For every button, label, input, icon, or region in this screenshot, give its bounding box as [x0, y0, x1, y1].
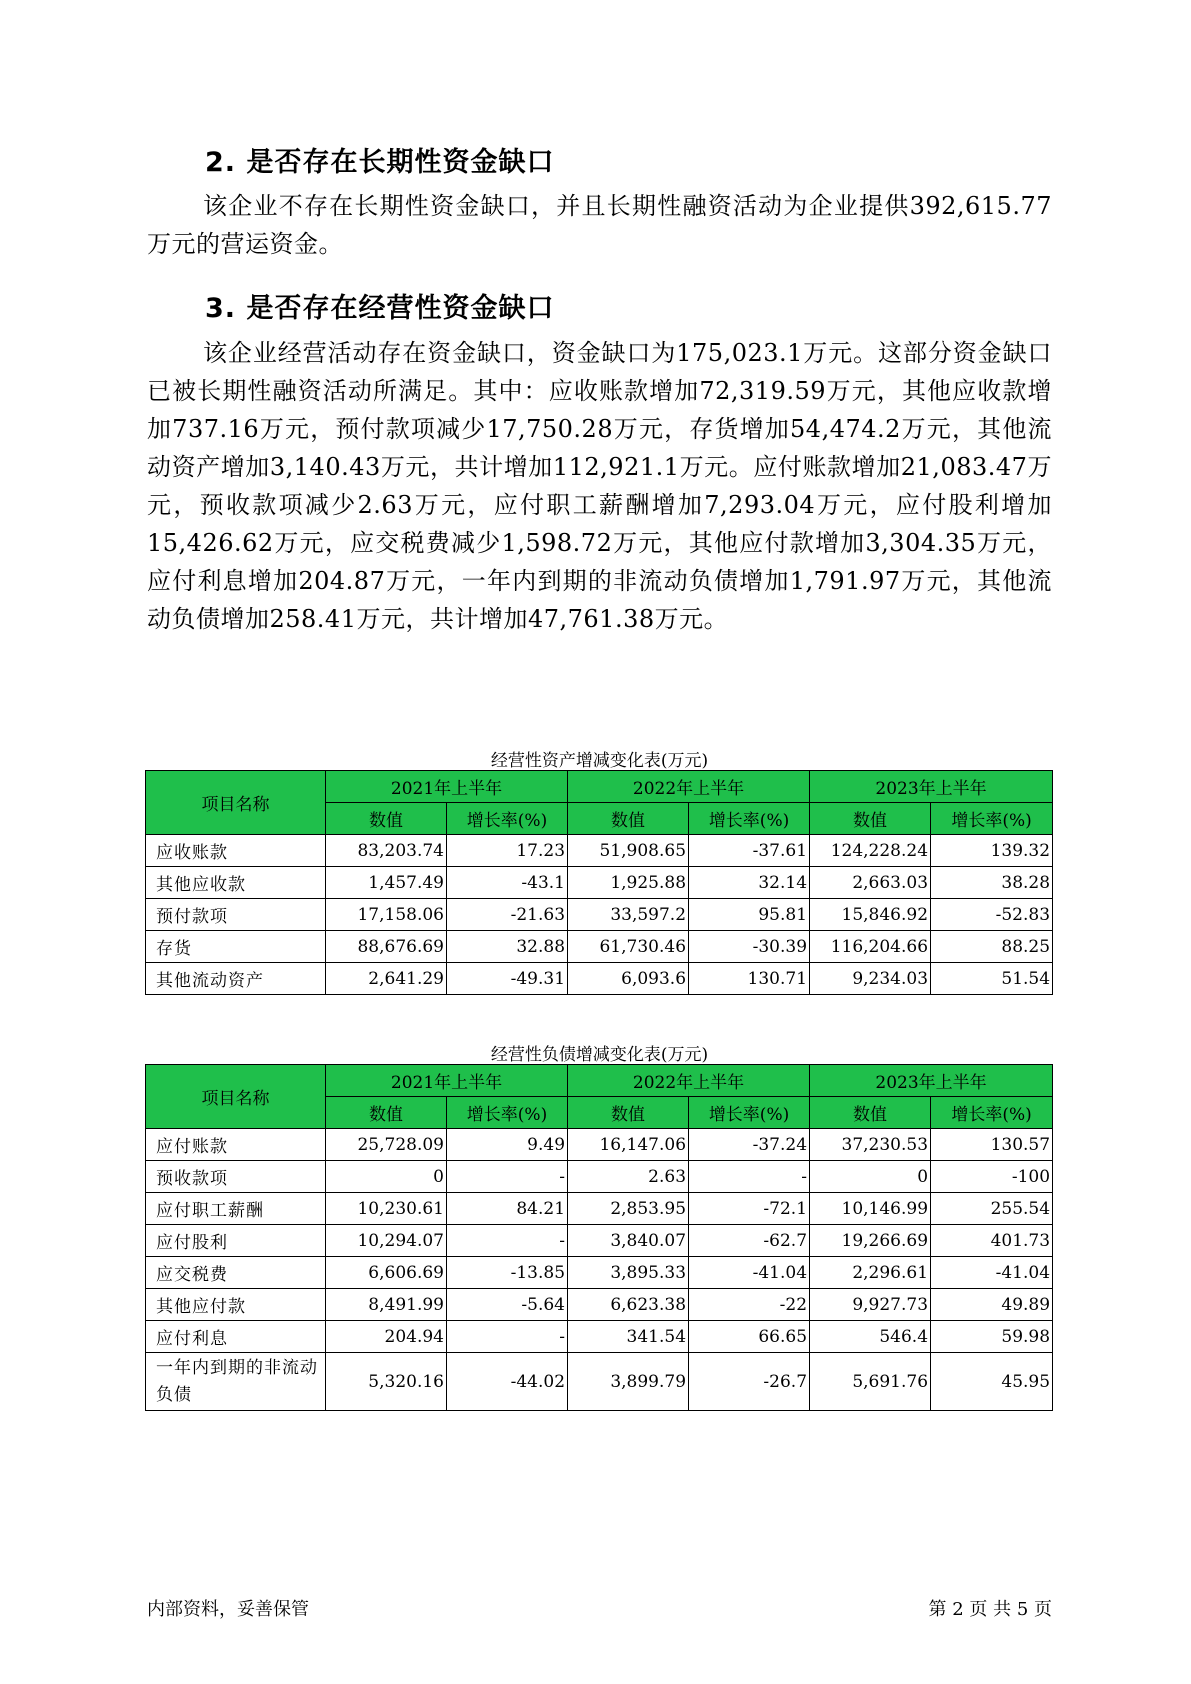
table-row: [146, 867, 1053, 899]
value-cell: -37.61: [689, 835, 810, 867]
value-cell: -5.64: [447, 1289, 568, 1321]
row-label-cell: 其他应收款: [146, 867, 326, 899]
value-cell: 2,296.61: [810, 1257, 931, 1289]
value-cell: 32.88: [447, 931, 568, 963]
value-cell: 3,895.33: [568, 1257, 689, 1289]
value-cell: 9,927.73: [810, 1289, 931, 1321]
value-cell: 49.89: [931, 1289, 1053, 1321]
value-cell: 51,908.65: [568, 835, 689, 867]
liability-table-body: [146, 1129, 1053, 1411]
asset-table-caption: 经营性资产增减变化表(万元): [490, 751, 709, 771]
value-cell: 19,266.69: [810, 1225, 931, 1257]
value-cell: -22: [689, 1289, 810, 1321]
value-cell: 204.94: [326, 1321, 447, 1353]
header-period: 2021年上半年: [326, 1065, 568, 1097]
row-label-cell: 应收账款: [146, 835, 326, 867]
value-cell: 341.54: [568, 1321, 689, 1353]
asset-table-body: [146, 835, 1053, 995]
header-item-name: 项目名称: [146, 1065, 326, 1129]
header-item-name: 项目名称: [146, 771, 326, 835]
row-label-cell: 应付股利: [146, 1225, 326, 1257]
value-cell: 32.14: [689, 867, 810, 899]
value-cell: 9.49: [447, 1129, 568, 1161]
row-label-cell: 存货: [146, 931, 326, 963]
value-cell: -: [447, 1321, 568, 1353]
header-growth-rate: 增长率(%): [689, 803, 810, 835]
value-cell: 2.63: [568, 1161, 689, 1193]
table-row: [146, 1161, 1053, 1193]
header-period: 2022年上半年: [568, 1065, 810, 1097]
value-cell: 401.73: [931, 1225, 1053, 1257]
value-cell: 17.23: [447, 835, 568, 867]
value-cell: 130.71: [689, 963, 810, 995]
value-cell: 51.54: [931, 963, 1053, 995]
value-cell: -13.85: [447, 1257, 568, 1289]
value-cell: -43.1: [447, 867, 568, 899]
header-value: 数值: [568, 803, 689, 835]
value-cell: 3,840.07: [568, 1225, 689, 1257]
value-cell: -: [447, 1225, 568, 1257]
row-label-cell: 应付利息: [146, 1321, 326, 1353]
row-label-cell: 应交税费: [146, 1257, 326, 1289]
header-value: 数值: [810, 803, 931, 835]
value-cell: 17,158.06: [326, 899, 447, 931]
value-cell: -44.02: [447, 1353, 568, 1411]
value-cell: 255.54: [931, 1193, 1053, 1225]
value-cell: 88,676.69: [326, 931, 447, 963]
value-cell: 130.57: [931, 1129, 1053, 1161]
value-cell: 2,853.95: [568, 1193, 689, 1225]
liability-change-table: [145, 1064, 1053, 1411]
table-row: [146, 963, 1053, 995]
value-cell: 1,457.49: [326, 867, 447, 899]
row-label-cell: 预付款项: [146, 899, 326, 931]
header-growth-rate: 增长率(%): [931, 803, 1053, 835]
value-cell: 10,294.07: [326, 1225, 447, 1257]
row-label-cell: 应付账款: [146, 1129, 326, 1161]
section-paragraph-operating-gap: 该企业经营活动存在资金缺口，资金缺口为175,023.1万元。这部分资金缺口已被长期性融资活动所满足。其中：应收账款增加72,319.59万元，其他应收款增加737.16万元，预付款项减少17,750.28万元，存货增加54,474.2万元，其他流动资产增加3,140.43万元，共计增加112,921.1万元。应付账款增加21,083.47万元，预收款项减少2.63万元，应付职工薪酬增加7,293.04万元，应付股利增加15,426.62万元，应交税费减少1,598.72万元，其他应付款增加3,304.35万元，应付利息增加204.87万元，一年内到期的非流动负债增加1,791.97万元，其他流动负债增加258.41万元，共计增加47,761.38万元。: [147, 339, 1052, 633]
header-period: 2023年上半年: [810, 1065, 1053, 1097]
value-cell: 61,730.46: [568, 931, 689, 963]
value-cell: 38.28: [931, 867, 1053, 899]
value-cell: 139.32: [931, 835, 1053, 867]
row-label-cell: 其他流动资产: [146, 963, 326, 995]
value-cell: 2,641.29: [326, 963, 447, 995]
value-cell: 10,230.61: [326, 1193, 447, 1225]
row-label-cell: 其他应付款: [146, 1289, 326, 1321]
value-cell: 15,846.92: [810, 899, 931, 931]
value-cell: 2,663.03: [810, 867, 931, 899]
value-cell: -41.04: [931, 1257, 1053, 1289]
header-period: 2022年上半年: [568, 771, 810, 803]
value-cell: 0: [326, 1161, 447, 1193]
value-cell: 6,623.38: [568, 1289, 689, 1321]
value-cell: -100: [931, 1161, 1053, 1193]
value-cell: -: [689, 1161, 810, 1193]
value-cell: 37,230.53: [810, 1129, 931, 1161]
value-cell: -30.39: [689, 931, 810, 963]
value-cell: 6,093.6: [568, 963, 689, 995]
value-cell: -62.7: [689, 1225, 810, 1257]
value-cell: 9,234.03: [810, 963, 931, 995]
table-row: [146, 931, 1053, 963]
value-cell: 5,691.76: [810, 1353, 931, 1411]
value-cell: 0: [810, 1161, 931, 1193]
value-cell: 66.65: [689, 1321, 810, 1353]
header-growth-rate: 增长率(%): [447, 803, 568, 835]
value-cell: -49.31: [447, 963, 568, 995]
footer-page-number: 第 2 页 共 5 页: [928, 1599, 1052, 1620]
table-row: [146, 1193, 1053, 1225]
table-row: [146, 1225, 1053, 1257]
section-paragraph-long-term-gap: 该企业不存在长期性资金缺口，并且长期性融资活动为企业提供392,615.77万元的营运资金。: [147, 192, 1052, 258]
header-value: 数值: [326, 803, 447, 835]
value-cell: 10,146.99: [810, 1193, 931, 1225]
value-cell: 6,606.69: [326, 1257, 447, 1289]
value-cell: 8,491.99: [326, 1289, 447, 1321]
value-cell: 16,147.06: [568, 1129, 689, 1161]
section-heading-long-term-gap: 2. 是否存在长期性资金缺口: [205, 147, 555, 178]
asset-change-table: [145, 770, 1053, 995]
value-cell: -72.1: [689, 1193, 810, 1225]
header-value: 数值: [326, 1097, 447, 1129]
header-growth-rate: 增长率(%): [931, 1097, 1053, 1129]
value-cell: 88.25: [931, 931, 1053, 963]
value-cell: 84.21: [447, 1193, 568, 1225]
header-period: 2021年上半年: [326, 771, 568, 803]
value-cell: 3,899.79: [568, 1353, 689, 1411]
header-value: 数值: [810, 1097, 931, 1129]
value-cell: -37.24: [689, 1129, 810, 1161]
value-cell: 59.98: [931, 1321, 1053, 1353]
table-row: [146, 1129, 1053, 1161]
value-cell: 124,228.24: [810, 835, 931, 867]
table-row: [146, 899, 1053, 931]
row-label-cell: 预收款项: [146, 1161, 326, 1193]
header-period: 2023年上半年: [810, 771, 1053, 803]
value-cell: 116,204.66: [810, 931, 931, 963]
value-cell: -: [447, 1161, 568, 1193]
footer-confidential-note: 内部资料，妥善保管: [147, 1599, 309, 1620]
value-cell: 25,728.09: [326, 1129, 447, 1161]
table-row: [146, 835, 1053, 867]
value-cell: 95.81: [689, 899, 810, 931]
liability-table-caption: 经营性负债增减变化表(万元): [490, 1045, 709, 1065]
row-label-cell: 应付职工薪酬: [146, 1193, 326, 1225]
value-cell: 1,925.88: [568, 867, 689, 899]
value-cell: -26.7: [689, 1353, 810, 1411]
header-growth-rate: 增长率(%): [689, 1097, 810, 1129]
value-cell: 45.95: [931, 1353, 1053, 1411]
section-heading-operating-gap: 3. 是否存在经营性资金缺口: [205, 293, 555, 324]
row-label-cell: 一年内到期的非流动负债: [146, 1353, 326, 1411]
table-row: [146, 1353, 1053, 1411]
value-cell: 5,320.16: [326, 1353, 447, 1411]
table-row: [146, 1289, 1053, 1321]
header-growth-rate: 增长率(%): [447, 1097, 568, 1129]
value-cell: -52.83: [931, 899, 1053, 931]
table-row: [146, 1257, 1053, 1289]
value-cell: 33,597.2: [568, 899, 689, 931]
table-row: [146, 1321, 1053, 1353]
value-cell: 83,203.74: [326, 835, 447, 867]
value-cell: 546.4: [810, 1321, 931, 1353]
header-value: 数值: [568, 1097, 689, 1129]
value-cell: -21.63: [447, 899, 568, 931]
value-cell: -41.04: [689, 1257, 810, 1289]
